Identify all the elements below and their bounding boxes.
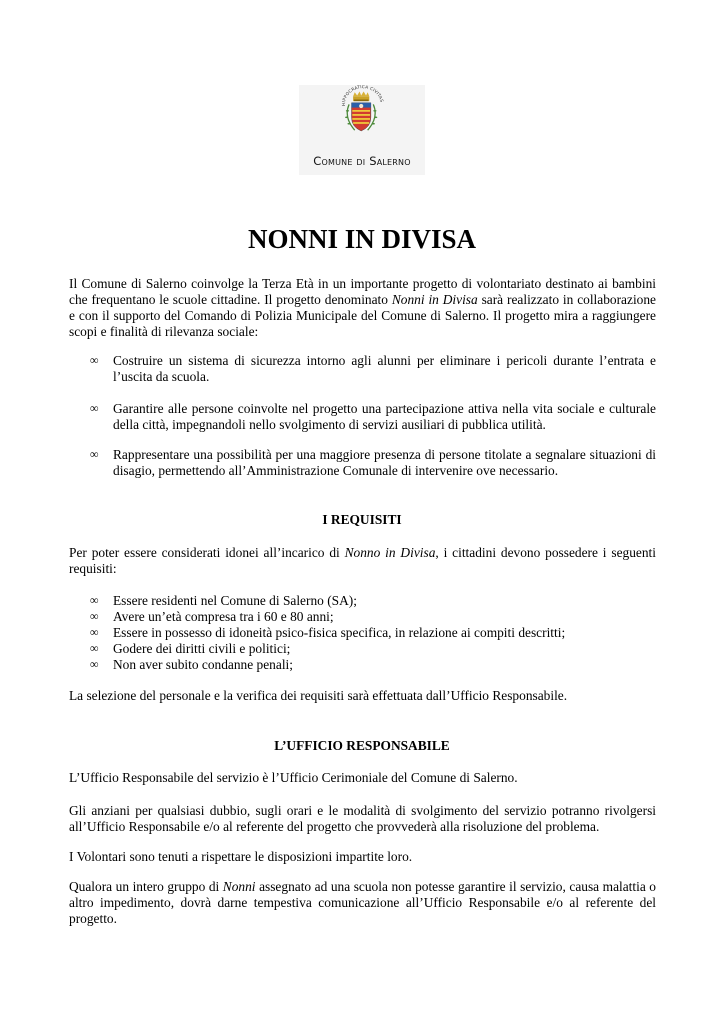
page-title: NONNI IN DIVISA <box>247 224 477 254</box>
coat-of-arms-icon <box>299 85 425 135</box>
requisite-item: ∞ Essere in possesso di idoneità psico-fisica specifica, in relazione ai compiti descritti; <box>90 625 566 640</box>
infinity-bullet-icon: ∞ <box>90 609 99 623</box>
requisite-item: ∞ Non aver subito condanne penali; <box>90 657 293 672</box>
svg-text:HIPPOCRATICA CIVITAS: HIPPOCRATICA CIVITAS <box>340 85 385 107</box>
infinity-bullet-icon: ∞ <box>90 353 99 367</box>
requisiti-closing: La selezione del personale e la verifica dei requisiti sarà effettuata dall’Ufficio Responsabile. <box>69 688 568 703</box>
goal-item: ∞ Garantire alle persone coinvolte nel progetto una partecipazione attiva nella vita sociale e culturale della città, impegnandoli nello svolgimento di servizi ausiliari di pubblica utilità. <box>90 401 656 432</box>
requisite-item: ∞ Godere dei diritti civili e politici; <box>90 641 291 656</box>
municipality-logo <box>299 85 425 175</box>
ufficio-paragraph: Gli anziani per qualsiasi dubbio, sugli orari e le modalità di svolgimento del servizio potranno rivolgersi all’Ufficio Responsabile e/o al referente del progetto che provvederà alla risoluzione del problema. <box>69 803 656 834</box>
requisite-item: ∞ Avere un’età compresa tra i 60 e 80 anni; <box>90 609 334 624</box>
infinity-bullet-icon: ∞ <box>90 447 99 461</box>
ufficio-heading: L’UFFICIO RESPONSABILE <box>274 738 450 753</box>
municipality-name: Comune di Salerno <box>313 154 411 168</box>
infinity-bullet-icon: ∞ <box>90 401 99 415</box>
requisite-item: ∞ Essere residenti nel Comune di Salerno (SA); <box>90 593 357 608</box>
ufficio-paragraph: L’Ufficio Responsabile del servizio è l’Ufficio Cerimoniale del Comune di Salerno. <box>69 770 518 785</box>
infinity-bullet-icon: ∞ <box>90 593 99 607</box>
ufficio-paragraph: I Volontari sono tenuti a rispettare le disposizioni impartite loro. <box>69 849 413 864</box>
requisiti-heading: I REQUISITI <box>322 512 402 527</box>
ufficio-paragraph: Qualora un intero gruppo di Nonni assegnato ad una scuola non potesse garantire il servizio, causa malattia o altro impedimento, dovrà darne tempestiva comunicazione all’Ufficio Responsabile e/o al referente del progetto. <box>69 879 657 926</box>
intro-paragraph: Il Comune di Salerno coinvolge la Terza Età in un importante progetto di volontariato destinato ai bambini che frequentano le scuole cittadine. Il progetto denominato Nonni in Divisa sarà realizzato in collaborazione e con il supporto del Comando di Polizia Municipale del Comune di Salerno. Il progetto mira a raggiungere scopi e finalità di rilevanza sociale: <box>69 276 657 339</box>
requisiti-intro: Per poter essere considerati idonei all’incarico di Nonno in Divisa, i cittadini devono possedere i seguenti requisiti: <box>69 545 656 576</box>
infinity-bullet-icon: ∞ <box>90 657 99 671</box>
goal-item: ∞ Costruire un sistema di sicurezza intorno agli alunni per eliminare i pericoli durante l’entrata e l’uscita da scuola. <box>90 353 656 384</box>
infinity-bullet-icon: ∞ <box>90 641 99 655</box>
goal-item: ∞ Rappresentare una possibilità per una maggiore presenza di persone titolate a segnalare situazioni di disagio, permettendo all’Amministrazione Comunale di intervenire ove necessario. <box>90 447 656 478</box>
infinity-bullet-icon: ∞ <box>90 625 99 639</box>
